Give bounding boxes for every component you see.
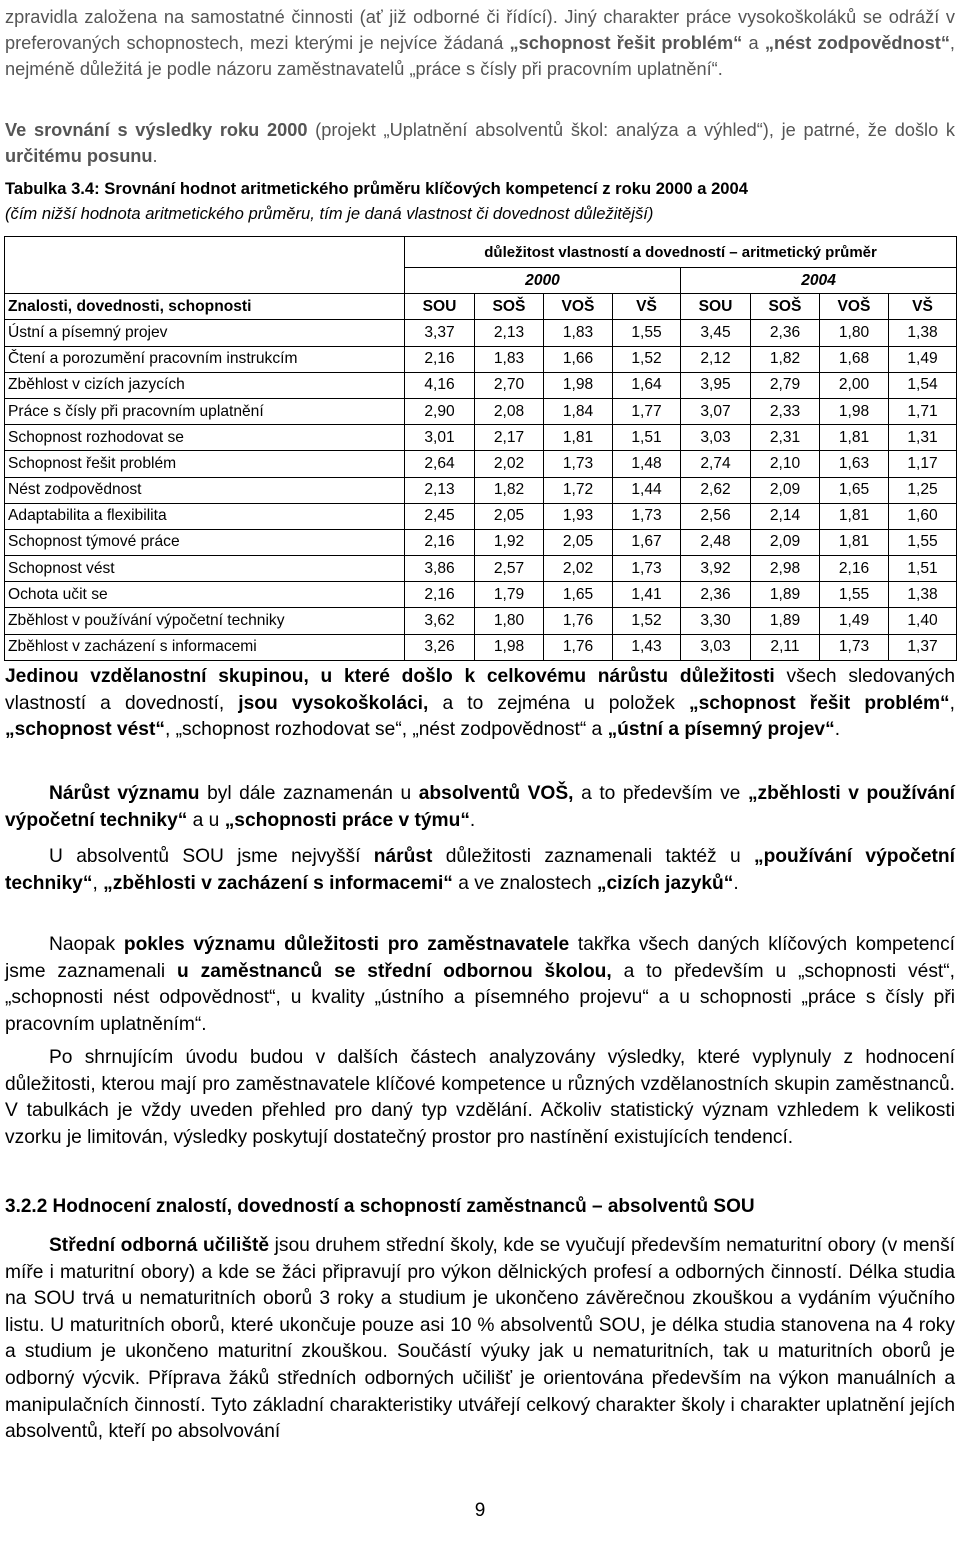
year-2004-header: 2004 [681, 268, 957, 294]
table-cell: 1,98 [820, 398, 889, 424]
column-header: SOU [405, 294, 475, 320]
text-run: . [469, 809, 476, 831]
table-cell: 2,09 [751, 477, 820, 503]
table-cell: 1,72 [544, 477, 613, 503]
text-run: U absolventů SOU jsme nejvyšší [49, 846, 374, 867]
table-row [5, 425, 957, 451]
text-run: „schopnosti práce v týmu“ [224, 809, 470, 831]
table-cell: 1,48 [613, 451, 681, 477]
text-run: a ve znalostech [452, 872, 597, 894]
table-cell: 2,33 [751, 398, 820, 424]
kompetence-table [4, 236, 957, 661]
table-cell: 1,98 [475, 634, 544, 660]
paragraph-4 [5, 781, 955, 834]
text-run: „používání výpočetní techniky“ [5, 846, 955, 894]
table-cell: 1,43 [613, 634, 681, 660]
table-cell: 2,64 [405, 451, 475, 477]
column-header: VOŠ [820, 294, 889, 320]
text-run: „cizích jazyků“ [596, 872, 734, 894]
text-run: „zběhlosti v používání výpočetní techniky“ [5, 783, 956, 831]
table-cell: 1,25 [889, 477, 957, 503]
table-row [5, 398, 957, 424]
year-2000-header: 2000 [405, 268, 681, 294]
text-run: , nejméně důležitá je podle názoru zaměstnavatelů [5, 33, 955, 80]
table-cell: 1,76 [544, 634, 613, 660]
row-label: Schopnost týmové práce [5, 529, 405, 555]
table-cell: 2,10 [751, 451, 820, 477]
table-cell: 1,79 [475, 582, 544, 608]
text-run: „nést zodpovědnost“ [764, 33, 950, 54]
column-header: VŠ [613, 294, 681, 320]
table-cell: 2,09 [751, 529, 820, 555]
table-cell: 1,73 [613, 503, 681, 529]
table-cell: 1,38 [889, 582, 957, 608]
table-cell: 2,56 [681, 503, 751, 529]
table-cell: 2,16 [405, 582, 475, 608]
table-cell: 3,01 [405, 425, 475, 451]
table-cell: 1,51 [889, 556, 957, 582]
table-cell: 3,86 [405, 556, 475, 582]
table-cell: 1,83 [544, 320, 613, 346]
text-run: takřka všech daných klíčových kompetencí jsme zaznamenali [5, 934, 956, 982]
table-cell: 1,77 [613, 398, 681, 424]
text-run: , „schopnost rozhodovat se“, „nést zodpovědnost“ a [164, 719, 608, 741]
table-cell: 1,55 [889, 529, 957, 555]
table-row [5, 372, 957, 398]
paragraph-6 [5, 932, 955, 1038]
text-run: jsou druhem střední školy, kde se vyučují především nematuritní obory (v menší míře i maturitní obory) a kde se žáci připravují pro výkon dělnických profesí a odborných činností. Délka studia na SOU trvá u nematuritních oborů 3 roky a studium je ukončeno závěrečnou zkouškou a vydáním výučního listu. U maturitních oborů, které ukončuje pouze asi 10 % absolventů SOU, je délka studia stanovena na 4 roky a studium je ukončeno maturitní zkouškou. Součástí výuky jak u nematuritních, tak u maturitních oborů je odborný výcvik. Příprava žáků středních odborných učilišť je orientována především na výkon manuálních a manipulačních činností. Tyto základní charakteristiky utvářejí celkový charakter školy i charakter uplatnění jejích absolventů, kteří po absolvování [5, 1235, 955, 1443]
table-row [5, 451, 957, 477]
table-cell: 3,26 [405, 634, 475, 660]
row-label: Práce s čísly při pracovním uplatnění [5, 398, 405, 424]
text-run: u zaměstnanců se střední odbornou školou, [177, 960, 612, 982]
table-cell: 1,73 [613, 556, 681, 582]
table-cell: 1,55 [820, 582, 889, 608]
table-cell: 2,48 [681, 529, 751, 555]
column-header: VOŠ [544, 294, 613, 320]
table-cell: 2,45 [405, 503, 475, 529]
table-cell: 2,36 [681, 582, 751, 608]
table-cell: 1,37 [889, 634, 957, 660]
table-cell: 1,63 [820, 451, 889, 477]
table-cell: 1,40 [889, 608, 957, 634]
text-run: . [733, 872, 739, 894]
table-cell: 1,17 [889, 451, 957, 477]
text-run: důležitosti zaznamenali taktéž u [432, 846, 754, 867]
table-cell: 2,02 [475, 451, 544, 477]
text-run: . [834, 719, 841, 741]
page-number: 9 [474, 1500, 486, 1521]
table-cell: 2,16 [405, 346, 475, 372]
paragraph-7 [5, 1045, 955, 1151]
table-caption [5, 176, 955, 201]
table-row [5, 608, 957, 634]
table-cell: 3,30 [681, 608, 751, 634]
table-cell: 1,65 [544, 582, 613, 608]
table-cell: 2,17 [475, 425, 544, 451]
row-label: Nést zodpovědnost [5, 477, 405, 503]
table-cell: 3,07 [681, 398, 751, 424]
table-cell: 2,16 [820, 556, 889, 582]
table-cell: 1,71 [889, 398, 957, 424]
table-cell: 2,31 [751, 425, 820, 451]
column-header: SOŠ [475, 294, 544, 320]
paragraph-8 [5, 1233, 955, 1446]
table-cell: 2,02 [544, 556, 613, 582]
table-cell: 1,60 [889, 503, 957, 529]
table-cell: 2,13 [405, 477, 475, 503]
intro-paragraph-2 [5, 117, 955, 169]
text-run: „práce s čísly při pracovním uplatnění“ [409, 59, 718, 80]
table-cell: 3,62 [405, 608, 475, 634]
text-run: jsou vysokoškoláci, [238, 692, 429, 714]
table-cell: 2,36 [751, 320, 820, 346]
text-run: pokles významu důležitosti pro zaměstnavatele [123, 934, 570, 955]
text-run: Po shrnujícím úvodu budou v dalších částech analyzovány výsledky, které vyplynuly z hodnocení důležitosti, kterou mají pro zaměstnavatele klíčové kompetence u různých vzdělanostních skupin zaměstnanců. V tabulkách je vždy uveden přehled pro daný typ vzdělání. Ačkoliv statistický význam vzhledem k velikosti vzorku je limitován, výsledky poskytují dostatečný prostor pro nastínění existujících tendencí. [5, 1047, 955, 1148]
table-cell: 2,08 [475, 398, 544, 424]
table-cell: 2,00 [820, 372, 889, 398]
table-cell: 1,51 [613, 425, 681, 451]
text-run: „schopnost řešit problém“ [509, 33, 743, 54]
text-run: Nárůst významu [49, 783, 200, 804]
table-cell: 1,65 [820, 477, 889, 503]
row-label: Ústní a písemný projev [5, 320, 405, 346]
table-cell: 2,05 [544, 529, 613, 555]
table-cell: 2,12 [681, 346, 751, 372]
row-label: Ochota učit se [5, 582, 405, 608]
table-cell: 1,83 [475, 346, 544, 372]
row-label: Čtení a porozumění pracovním instrukcím [5, 346, 405, 372]
table-cell: 3,95 [681, 372, 751, 398]
row-label: Schopnost vést [5, 556, 405, 582]
table-cell: 2,79 [751, 372, 820, 398]
table-cell: 2,62 [681, 477, 751, 503]
text-run: „schopnost vést“ [5, 719, 165, 741]
section-heading: 3.2.2 Hodnocení znalostí, dovedností a schopností zaměstnanců – absolventů SOU [5, 1196, 755, 1217]
table-cell: 2,14 [751, 503, 820, 529]
table-cell: 2,70 [475, 372, 544, 398]
table-row [5, 582, 957, 608]
row-label: Zběhlost v používání výpočetní techniky [5, 608, 405, 634]
table-cell: 3,45 [681, 320, 751, 346]
table-row [5, 634, 957, 660]
row-label: Schopnost rozhodovat se [5, 425, 405, 451]
table-row [5, 556, 957, 582]
text-run: a to zejména u položek [428, 692, 690, 714]
text-run: „ústní a písemný projev“ [607, 719, 835, 741]
column-header: SOŠ [751, 294, 820, 320]
table-cell: 2,57 [475, 556, 544, 582]
text-run: a to především u „schopnosti vést“, „schopnosti nést odpovědnost“, u kvality „ústního a písemného projevu“ a u schopnosti „práce s čísly při pracovním uplatněním“. [5, 960, 955, 1035]
text-run: všech sledovaných vlastností a dovedností, [5, 666, 955, 714]
text-run: „schopnost řešit problém“ [689, 692, 950, 714]
table-corner-cell [5, 237, 405, 294]
table-row [5, 503, 957, 529]
text-run: a to především ve [573, 783, 748, 804]
table-cell: 1,76 [544, 608, 613, 634]
table-cell: 1,73 [820, 634, 889, 660]
table-row [5, 346, 957, 372]
text-run: Ve srovnání s výsledky roku 2000 [5, 120, 308, 140]
table-cell: 1,52 [613, 346, 681, 372]
table-cell: 1,84 [544, 398, 613, 424]
table-cell: 1,89 [751, 582, 820, 608]
table-cell: 1,92 [475, 529, 544, 555]
table-cell: 1,81 [820, 529, 889, 555]
text-run: určitému posunu [5, 146, 153, 167]
caption-label: Tabulka 3.4: [5, 179, 100, 198]
table-cell: 1,80 [820, 320, 889, 346]
table-cell: 1,41 [613, 582, 681, 608]
table-cell: 2,05 [475, 503, 544, 529]
table-cell: 1,55 [613, 320, 681, 346]
group-header: důležitost vlastností a dovedností – aritmetický průměr [405, 237, 957, 268]
column-header: VŠ [889, 294, 957, 320]
table-cell: 4,16 [405, 372, 475, 398]
table-cell: 1,81 [820, 425, 889, 451]
text-run: , [92, 872, 104, 894]
text-run: , [949, 692, 955, 714]
table-cell: 1,81 [544, 425, 613, 451]
table-cell: 1,64 [613, 372, 681, 398]
table-cell: 1,68 [820, 346, 889, 372]
text-run: Naopak [49, 934, 124, 955]
text-run: a u [187, 809, 225, 831]
table-cell: 1,98 [544, 372, 613, 398]
column-header: SOU [681, 294, 751, 320]
table-cell: 1,73 [544, 451, 613, 477]
row-label: Schopnost řešit problém [5, 451, 405, 477]
table-cell: 2,90 [405, 398, 475, 424]
paragraph-5 [5, 844, 955, 897]
table-cell: 1,82 [751, 346, 820, 372]
paragraph-3 [5, 664, 955, 744]
table-cell: 3,37 [405, 320, 475, 346]
table-cell: 1,44 [613, 477, 681, 503]
row-label: Zběhlost v cizích jazycích [5, 372, 405, 398]
row-label: Zběhlost v zacházení s informacemi [5, 634, 405, 660]
text-run: nárůst [373, 846, 433, 867]
caption-title: Srovnání hodnot aritmetického průměru klíčových kompetencí z roku 2000 a 2004 [99, 179, 748, 198]
table-row [5, 529, 957, 555]
text-run: . [717, 59, 723, 80]
text-run: Jedinou vzdělanostní skupinou, u které došlo k celkovému nárůstu důležitosti [5, 666, 775, 687]
table-row [5, 477, 957, 503]
table-cell: 3,92 [681, 556, 751, 582]
table-cell: 2,74 [681, 451, 751, 477]
table-row [5, 320, 957, 346]
text-run: a [742, 33, 765, 54]
row-label: Adaptabilita a flexibilita [5, 503, 405, 529]
text-run: . [152, 146, 158, 167]
table-cell: 2,98 [751, 556, 820, 582]
table-cell: 1,52 [613, 608, 681, 634]
table-cell: 1,66 [544, 346, 613, 372]
text-run: absolventů VOŠ, [418, 783, 574, 804]
table-cell: 2,11 [751, 634, 820, 660]
text-run: (projekt „Uplatnění absolventů škol: analýza a výhled“), je patrné, že došlo k [307, 120, 956, 140]
text-run: „zběhlosti v zacházení s informacemi“ [103, 872, 453, 894]
table-cell: 1,81 [820, 503, 889, 529]
intro-paragraph-1 [5, 4, 955, 83]
text-run: byl dále zaznamenán u [199, 783, 419, 804]
text-run: Střední odborná učiliště [49, 1235, 270, 1256]
table-cell: 1,54 [889, 372, 957, 398]
table-cell: 1,67 [613, 529, 681, 555]
table-cell: 1,49 [820, 608, 889, 634]
text-run: zpravidla založena na samostatné činnosti (ať již odborné či řídící). Jiný charakter práce vysokoškoláků se odráží v preferovaných schopnostech, mezi kterými je nejvíce žádaná [5, 7, 955, 54]
table-cell: 3,03 [681, 425, 751, 451]
table-cell: 1,93 [544, 503, 613, 529]
table-cell: 1,80 [475, 608, 544, 634]
table-cell: 1,31 [889, 425, 957, 451]
table-cell: 3,03 [681, 634, 751, 660]
row-header-label: Znalosti, dovednosti, schopnosti [5, 294, 405, 320]
table-cell: 1,38 [889, 320, 957, 346]
table-cell: 1,89 [751, 608, 820, 634]
table-cell: 2,16 [405, 529, 475, 555]
table-cell: 1,82 [475, 477, 544, 503]
table-cell: 2,13 [475, 320, 544, 346]
column-header-row [5, 294, 957, 320]
caption-note: (čím nižší hodnota aritmetického průměru, tím je daná vlastnost či dovednost důležitější) [5, 204, 654, 223]
table-cell: 1,49 [889, 346, 957, 372]
